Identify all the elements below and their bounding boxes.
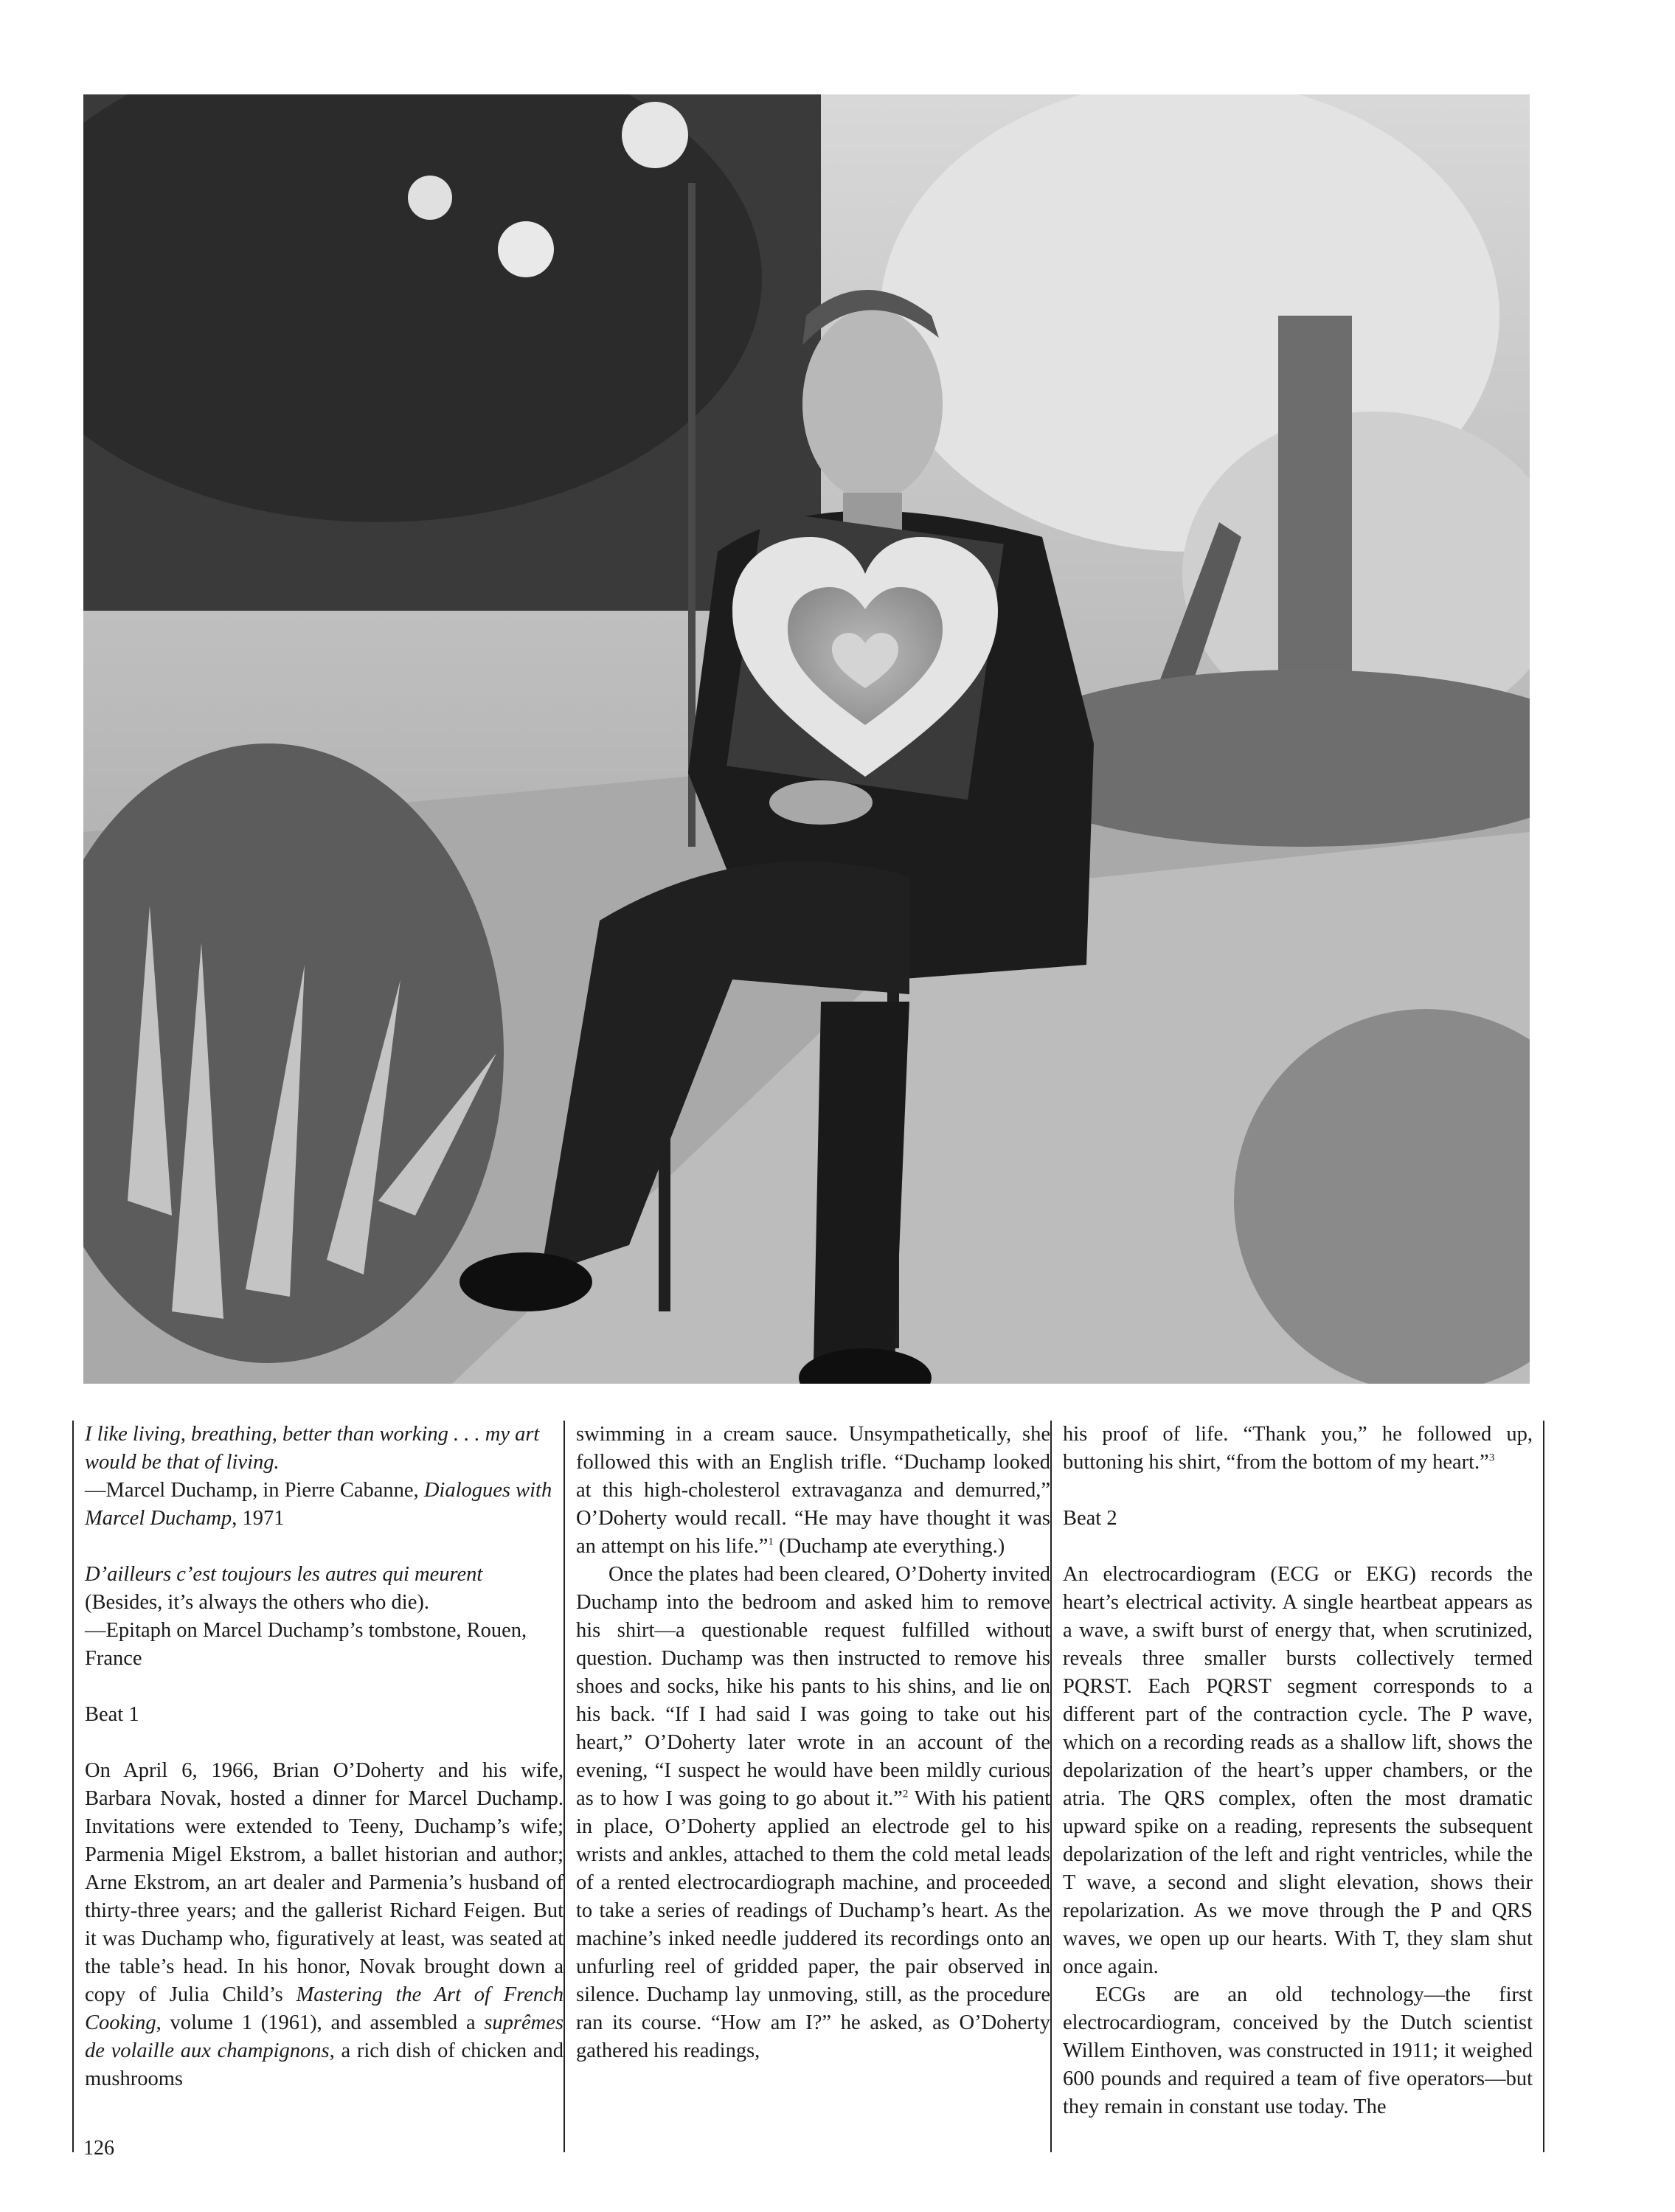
body-paragraph: swimming in a cream sauce. Unsympathetically, she followed this with an English trifle. “Duchamp looked at this high-cholesterol extravaganza and demurred,” O’Doherty would recall. “He may have thought it was an attempt on his life.”$^1$ (Duchamp ate everything.) [576,1423,1050,1558]
epigraph-2-translation: (Besides, it’s always the others who die). [85,1591,429,1614]
epigraph-1 [85,1421,563,1533]
text-column-2 [563,1421,1050,2152]
dish-name: suprêmes de volaille aux champignons [85,2011,563,2062]
text-column-3 [1050,1421,1544,2152]
text-column-1 [72,1421,563,2152]
epigraph-1-quote: I like living, breathing, better than working . . . my art would be that of living. [85,1423,540,1474]
body-paragraph: On April 6, 1966, Brian O’Doherty and his wife, Barbara Novak, hosted a dinner for Marcel Duchamp. Invitations were extended to Teeny, Duchamp’s wife; Parmenia Migel Ekstrom, a ballet historian and author; Arne Ekstrom, an art dealer and Parmenia’s husband of thirty-three years; and the gallerist Richard Feigen. But it was Duchamp who, figuratively at least, was seated at the table’s head. In his honor, Novak brought down a copy of Julia Child’s Mastering the Art of French Cooking, volume 1 (1961), and assembled a suprêmes de volaille aux champignons, a rich dish of chicken and mushrooms [85,1759,563,2090]
epigraph-2 [85,1561,563,1673]
section-heading-beat-2: Beat 2 [1063,1507,1117,1530]
epigraph-2-attribution: —Epitaph on Marcel Duchamp’s tombstone, Rouen, France [85,1619,527,1670]
book-title: Mastering the Art of French Cooking [85,1983,563,2034]
epigraph-2-quote: D’ailleurs c’est toujours les autres qui meurent [85,1563,483,1586]
page-number: 126 [83,2137,114,2160]
body-paragraph: Once the plates had been cleared, O’Doherty invited Duchamp into the bedroom and asked him to remove his shirt—a questionable request fulfilled without question. Duchamp was then instructed to remove his shoes and socks, hike his pants to his shins, and lie on his back. “If I had said I was going to take out his heart,” O’Doherty later wrote in an account of the evening, “I suspect he would have been mildly curious as to how I was going to go about it.”$^2$ With his patient in place, O’Doherty applied an electrode gel to his wrists and ankles, attached to them the cold metal leads of a rented electrocardiograph machine, and proceeded to take a series of readings of Duchamp’s heart. As the machine’s inked needle juddered its recordings onto an unfurling reel of gridded paper, the pair observed in silence. Duchamp lay unmoving, still, as the procedure ran its course. “How am I?” he asked, as O’Doherty gathered his readings, [576,1563,1050,2062]
footnote-marker: 3 [1488,1452,1495,1464]
epigraph-1-attribution: —Marcel Duchamp, in Pierre Cabanne, [85,1479,424,1502]
portrait-photograph [83,94,1530,1384]
section-heading-beat-1: Beat 1 [85,1703,139,1726]
epigraph-1-year: , 1971 [232,1507,285,1530]
footnote-marker: 1 [768,1536,774,1548]
body-paragraph: An electrocardiogram (ECG or EKG) records the heart’s electrical activity. A single heartbeat appears as a wave, a swift burst of energy that, when scrutinized, reveals three smaller bursts collectively termed PQRST. Each PQRST segment corresponds to a different part of the contraction cycle. The P wave, which on a recording reads as a shallow lift, shows the depolarization of the heart’s upper chambers, or the atria. The QRS complex, often the most dramatic upward spike on a reading, represents the subsequent depolarization of the left and right ventricles, while the T wave, a second and slight elevation, shows their repolarization. As we move through the P and QRS waves, we open up our hearts. With T, they slam shut once again. [1063,1563,1533,1978]
footnote-marker: 2 [902,1788,909,1800]
body-paragraph: ECGs are an old technology—the first electrocardiogram, conceived by the Dutch scientist Willem Einthoven, was constructed in 1911; it weighed 600 pounds and required a team of five operators—but they remain in constant use today. The [1063,1983,1533,2118]
photo-illustration [83,94,1530,1384]
epigraph-1-source-title: Dialogues with Marcel Duchamp [85,1479,552,1530]
body-paragraph: his proof of life. “Thank you,” he followed up, buttoning his shirt, “from the bottom of my heart.”$^3$ [1063,1423,1533,1474]
